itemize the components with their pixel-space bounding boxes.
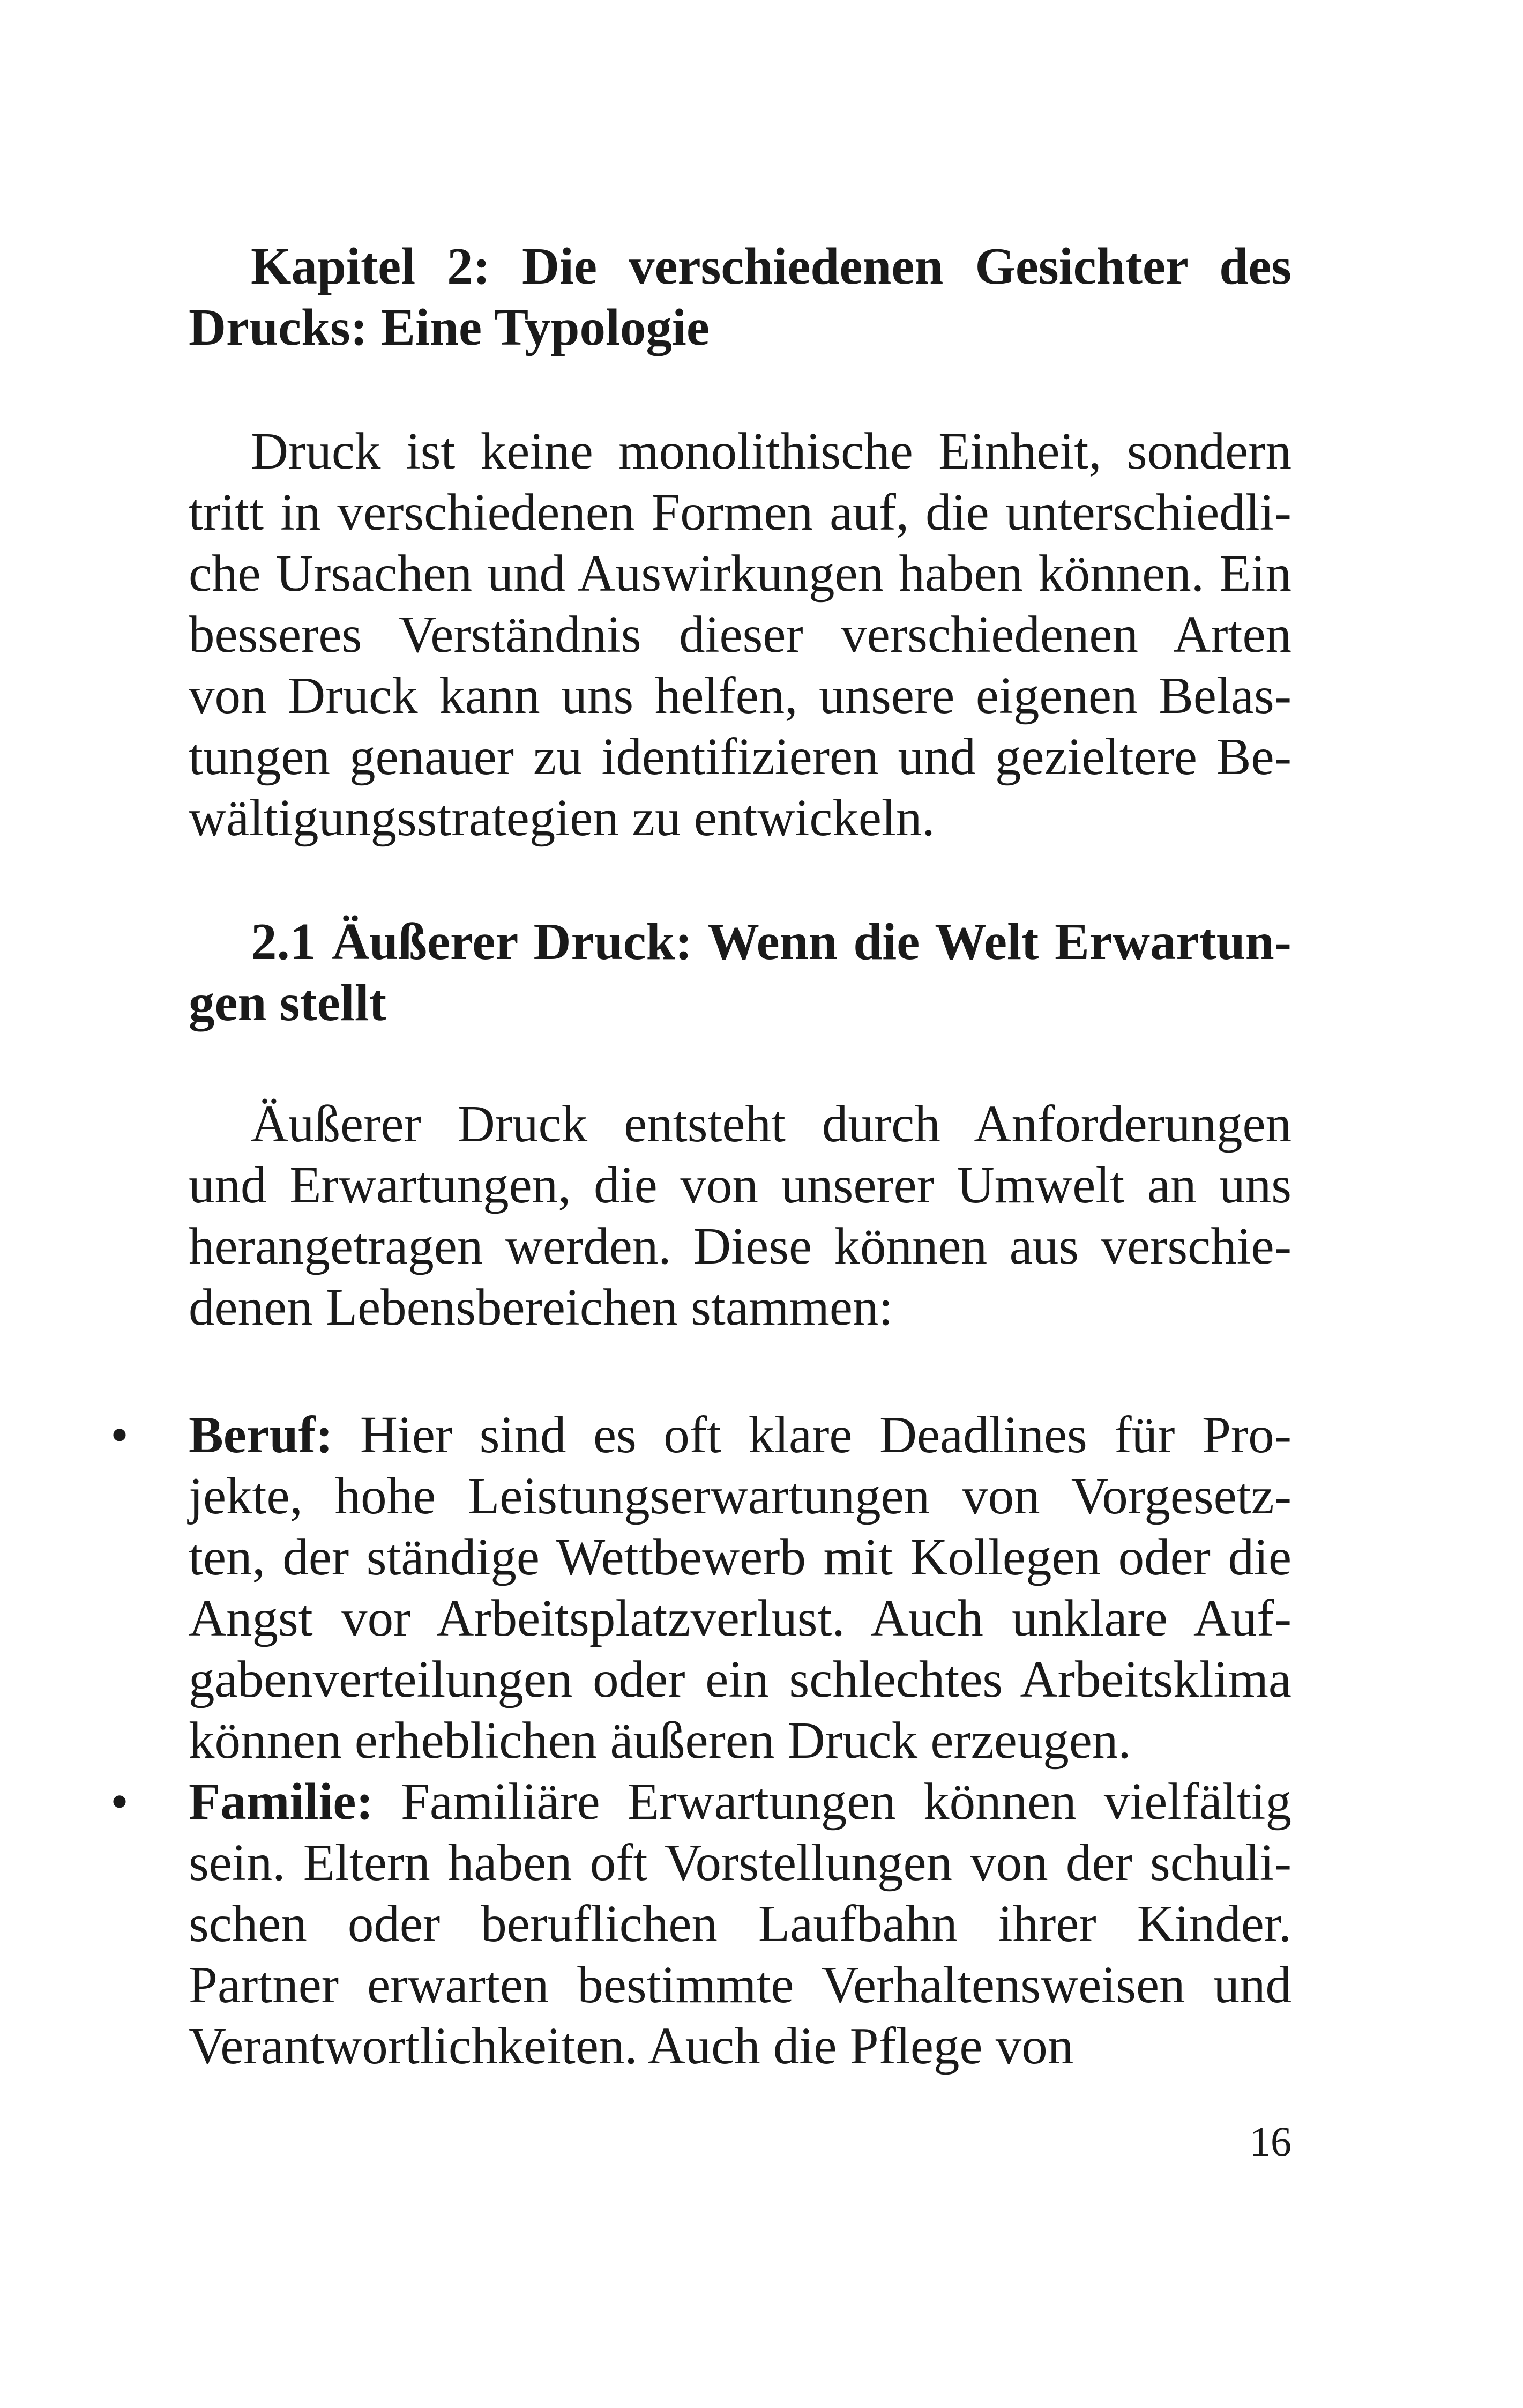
bullet-item-familie — [110, 1771, 1291, 2077]
chapter-heading — [189, 236, 1291, 358]
bullet-line: jekte, hohe Leistungserwartungen von Vorgesetz- — [189, 1467, 1291, 1525]
section-heading — [189, 911, 1291, 1034]
bullet-marker: • — [110, 1406, 129, 1463]
bullet-line: Verantwortlichkeiten. Auch die Pflege von — [189, 2017, 1074, 2075]
paragraph-line: von Druck kann uns helfen, unsere eigenen Belas- — [189, 667, 1291, 724]
bullet-line — [189, 1404, 1291, 1466]
bullet-text: Familiäre Erwartungen können vielfältig — [373, 1773, 1291, 1830]
section-paragraph — [189, 1094, 1291, 1338]
bullet-text: Hier sind es oft klare Deadlines für Pro- — [333, 1406, 1291, 1463]
chapter-heading-line: Kapitel 2: Die verschiedenen Gesichter des — [251, 237, 1291, 295]
intro-paragraph — [189, 421, 1291, 849]
section-heading-line: 2.1 Äußerer Druck: Wenn die Welt Erwartun- — [251, 913, 1291, 970]
paragraph-line: wältigungsstrategien zu entwickeln. — [189, 789, 935, 846]
paragraph-line: tungen genauer zu identifizieren und gezieltere Be- — [189, 728, 1291, 785]
bullet-item-beruf — [110, 1404, 1291, 1771]
paragraph-line: besseres Verständnis dieser verschiedenen Arten — [189, 606, 1291, 663]
paragraph-line: und Erwartungen, die von unserer Umwelt an uns — [189, 1156, 1291, 1214]
bullet-list — [110, 1404, 1291, 2077]
bullet-line — [189, 1771, 1291, 1832]
section-heading-line: gen stellt — [189, 974, 387, 1031]
bullet-line: sein. Eltern haben oft Vorstellungen von der schuli- — [189, 1834, 1291, 1891]
bullet-line: Angst vor Arbeitsplatzverlust. Auch unklare Auf- — [189, 1589, 1291, 1647]
paragraph-line: herangetragen werden. Diese können aus verschie- — [189, 1217, 1291, 1275]
bullet-term: Familie: — [189, 1773, 374, 1830]
bullet-marker: • — [110, 1773, 129, 1830]
chapter-heading-line: Drucks: Eine Typologie — [189, 299, 710, 356]
paragraph-line: Äußerer Druck entsteht durch Anforderungen — [251, 1095, 1291, 1153]
bullet-line: gabenverteilungen oder ein schlechtes Arbeitsklima — [189, 1651, 1291, 1708]
paragraph-line: che Ursachen und Auswirkungen haben können. Ein — [189, 545, 1291, 602]
bullet-line: können erheblichen äußeren Druck erzeugen. — [189, 1712, 1131, 1769]
paragraph-line: denen Lebensbereichen stammen: — [189, 1279, 893, 1336]
bullet-line: ten, der ständige Wettbewerb mit Kollegen oder die — [189, 1528, 1291, 1586]
page-number: 16 — [1250, 2118, 1291, 2165]
bullet-line: schen oder beruflichen Laufbahn ihrer Kinder. — [189, 1895, 1291, 1952]
bullet-term: Beruf: — [189, 1406, 333, 1463]
bullet-line: Partner erwarten bestimmte Verhaltensweisen und — [189, 1956, 1291, 2013]
paragraph-line: Druck ist keine monolithische Einheit, sondern — [251, 422, 1291, 480]
paragraph-line: tritt in verschiedenen Formen auf, die unterschiedli- — [189, 484, 1291, 541]
